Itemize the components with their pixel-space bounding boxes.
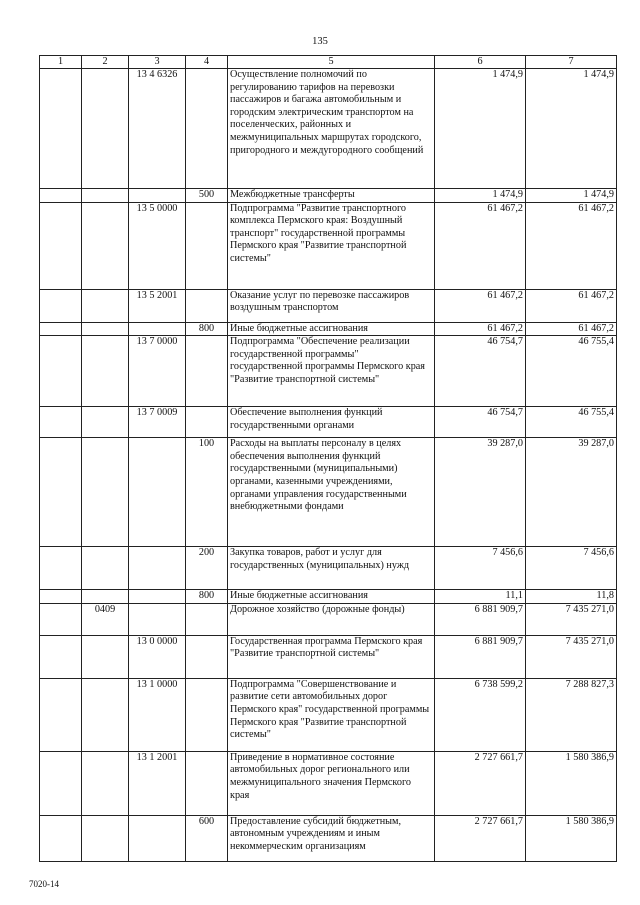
- column-header-4: 4: [186, 56, 228, 69]
- col6-sum: 6 881 909,7: [435, 635, 526, 678]
- col5-name: Осуществление полномочий по регулированию тарифов на перевозки пассажиров и багажа автомобильным и городским электрическим транспортом на поселенческих, районных и межмуниципальных маршрутах городского, пригородного и междугородного сообщений: [228, 69, 435, 189]
- col2-section: [82, 635, 129, 678]
- col1-cell: [40, 603, 82, 635]
- col7-sum: 39 287,0: [526, 438, 617, 547]
- col6-sum: 6 738 599,2: [435, 678, 526, 751]
- col5-name: Межбюджетные трансферты: [228, 189, 435, 203]
- col6-sum: 6 881 909,7: [435, 603, 526, 635]
- col5-name: Обеспечение выполнения функций государственными органами: [228, 407, 435, 438]
- col6-sum: 11,1: [435, 590, 526, 604]
- col1-cell: [40, 815, 82, 861]
- col3-target-code: 13 5 0000: [129, 202, 186, 289]
- col3-target-code: 13 7 0000: [129, 336, 186, 407]
- col6-sum: 7 456,6: [435, 547, 526, 590]
- col4-expense-type: [186, 202, 228, 289]
- col1-cell: [40, 590, 82, 604]
- table-row: [40, 590, 617, 604]
- column-header-7: 7: [526, 56, 617, 69]
- col4-expense-type: 500: [186, 189, 228, 203]
- col1-cell: [40, 322, 82, 336]
- col2-section: [82, 407, 129, 438]
- col2-section: [82, 189, 129, 203]
- col3-target-code: [129, 189, 186, 203]
- col4-expense-type: [186, 635, 228, 678]
- col4-expense-type: [186, 69, 228, 189]
- col7-sum: 7 456,6: [526, 547, 617, 590]
- col2-section: [82, 202, 129, 289]
- col4-expense-type: [186, 751, 228, 815]
- col1-cell: [40, 289, 82, 322]
- col6-sum: 61 467,2: [435, 289, 526, 322]
- table-row: [40, 751, 617, 815]
- col3-target-code: 13 4 6326: [129, 69, 186, 189]
- footer-code: 7020-14: [29, 879, 59, 889]
- col7-sum: 1 580 386,9: [526, 815, 617, 861]
- col6-sum: 46 754,7: [435, 336, 526, 407]
- table-row: [40, 202, 617, 289]
- col1-cell: [40, 438, 82, 547]
- col2-section: [82, 69, 129, 189]
- col2-section: [82, 438, 129, 547]
- col3-target-code: 13 7 0009: [129, 407, 186, 438]
- col2-section: [82, 289, 129, 322]
- col6-sum: 2 727 661,7: [435, 751, 526, 815]
- table-row: [40, 322, 617, 336]
- col3-target-code: 13 0 0000: [129, 635, 186, 678]
- col3-target-code: [129, 547, 186, 590]
- table-row: [40, 289, 617, 322]
- column-header-3: 3: [129, 56, 186, 69]
- col5-name: Иные бюджетные ассигнования: [228, 590, 435, 604]
- col4-expense-type: 100: [186, 438, 228, 547]
- col5-name: Закупка товаров, работ и услуг для государственных (муниципальных) нужд: [228, 547, 435, 590]
- col3-target-code: [129, 815, 186, 861]
- table-row: [40, 438, 617, 547]
- column-header-2: 2: [82, 56, 129, 69]
- col6-sum: 61 467,2: [435, 322, 526, 336]
- table-row: [40, 815, 617, 861]
- table-row: [40, 678, 617, 751]
- col7-sum: 7 435 271,0: [526, 603, 617, 635]
- col3-target-code: [129, 590, 186, 604]
- table-row: [40, 189, 617, 203]
- table-header-row: [40, 56, 617, 69]
- column-header-6: 6: [435, 56, 526, 69]
- col2-section: [82, 678, 129, 751]
- col3-target-code: 13 1 2001: [129, 751, 186, 815]
- col3-target-code: [129, 603, 186, 635]
- col1-cell: [40, 69, 82, 189]
- col5-name: Подпрограмма "Совершенствование и развитие сети автомобильных дорог Пермского края" государственной программы Пермского края "Развитие транспортной системы": [228, 678, 435, 751]
- table-row: [40, 407, 617, 438]
- col7-sum: 46 755,4: [526, 407, 617, 438]
- col6-sum: 61 467,2: [435, 202, 526, 289]
- col6-sum: 2 727 661,7: [435, 815, 526, 861]
- col7-sum: 7 435 271,0: [526, 635, 617, 678]
- col3-target-code: [129, 322, 186, 336]
- col4-expense-type: [186, 336, 228, 407]
- col2-section: [82, 751, 129, 815]
- col2-section: [82, 815, 129, 861]
- column-header-5: 5: [228, 56, 435, 69]
- col1-cell: [40, 202, 82, 289]
- col6-sum: 46 754,7: [435, 407, 526, 438]
- col1-cell: [40, 547, 82, 590]
- col3-target-code: [129, 438, 186, 547]
- col1-cell: [40, 189, 82, 203]
- col7-sum: 46 755,4: [526, 336, 617, 407]
- col2-section: 0409: [82, 603, 129, 635]
- col4-expense-type: 800: [186, 322, 228, 336]
- col6-sum: 1 474,9: [435, 189, 526, 203]
- table-row: [40, 336, 617, 407]
- col4-expense-type: [186, 603, 228, 635]
- col1-cell: [40, 407, 82, 438]
- table-row: [40, 547, 617, 590]
- col5-name: Иные бюджетные ассигнования: [228, 322, 435, 336]
- col7-sum: 11,8: [526, 590, 617, 604]
- col5-name: Подпрограмма "Обеспечение реализации государственной программы" государственной программы Пермского края "Развитие транспортной системы": [228, 336, 435, 407]
- col7-sum: 61 467,2: [526, 289, 617, 322]
- col5-name: Государственная программа Пермского края "Развитие транспортной системы": [228, 635, 435, 678]
- col5-name: Расходы на выплаты персоналу в целях обеспечения выполнения функций государственными (муниципальными) органами, казенными учреждениями, органами управления государственными внебюджетными фондами: [228, 438, 435, 547]
- col2-section: [82, 322, 129, 336]
- col4-expense-type: [186, 407, 228, 438]
- col3-target-code: 13 1 0000: [129, 678, 186, 751]
- col1-cell: [40, 336, 82, 407]
- col2-section: [82, 590, 129, 604]
- col6-sum: 1 474,9: [435, 69, 526, 189]
- col5-name: Предоставление субсидий бюджетным, автономным учреждениям и иным некоммерческим организациям: [228, 815, 435, 861]
- col2-section: [82, 336, 129, 407]
- col4-expense-type: 800: [186, 590, 228, 604]
- col6-sum: 39 287,0: [435, 438, 526, 547]
- table-row: [40, 635, 617, 678]
- budget-table: [39, 55, 617, 862]
- col5-name: Оказание услуг по перевозке пассажиров воздушным транспортом: [228, 289, 435, 322]
- col1-cell: [40, 751, 82, 815]
- table-body: [40, 69, 617, 862]
- col7-sum: 61 467,2: [526, 202, 617, 289]
- col5-name: Подпрограмма "Развитие транспортного комплекса Пермского края: Воздушный транспорт" государственной программы Пермского края "Развитие транспортной системы": [228, 202, 435, 289]
- col2-section: [82, 547, 129, 590]
- col1-cell: [40, 678, 82, 751]
- table-row: [40, 603, 617, 635]
- col5-name: Дорожное хозяйство (дорожные фонды): [228, 603, 435, 635]
- col4-expense-type: [186, 289, 228, 322]
- col7-sum: 61 467,2: [526, 322, 617, 336]
- column-header-1: 1: [40, 56, 82, 69]
- col1-cell: [40, 635, 82, 678]
- col4-expense-type: 600: [186, 815, 228, 861]
- col7-sum: 1 580 386,9: [526, 751, 617, 815]
- col7-sum: 7 288 827,3: [526, 678, 617, 751]
- page-number: 135: [312, 36, 328, 47]
- col4-expense-type: 200: [186, 547, 228, 590]
- col5-name: Приведение в нормативное состояние автомобильных дорог регионального или межмуниципального значения Пермского края: [228, 751, 435, 815]
- col7-sum: 1 474,9: [526, 69, 617, 189]
- col3-target-code: 13 5 2001: [129, 289, 186, 322]
- col4-expense-type: [186, 678, 228, 751]
- col7-sum: 1 474,9: [526, 189, 617, 203]
- table-row: [40, 69, 617, 189]
